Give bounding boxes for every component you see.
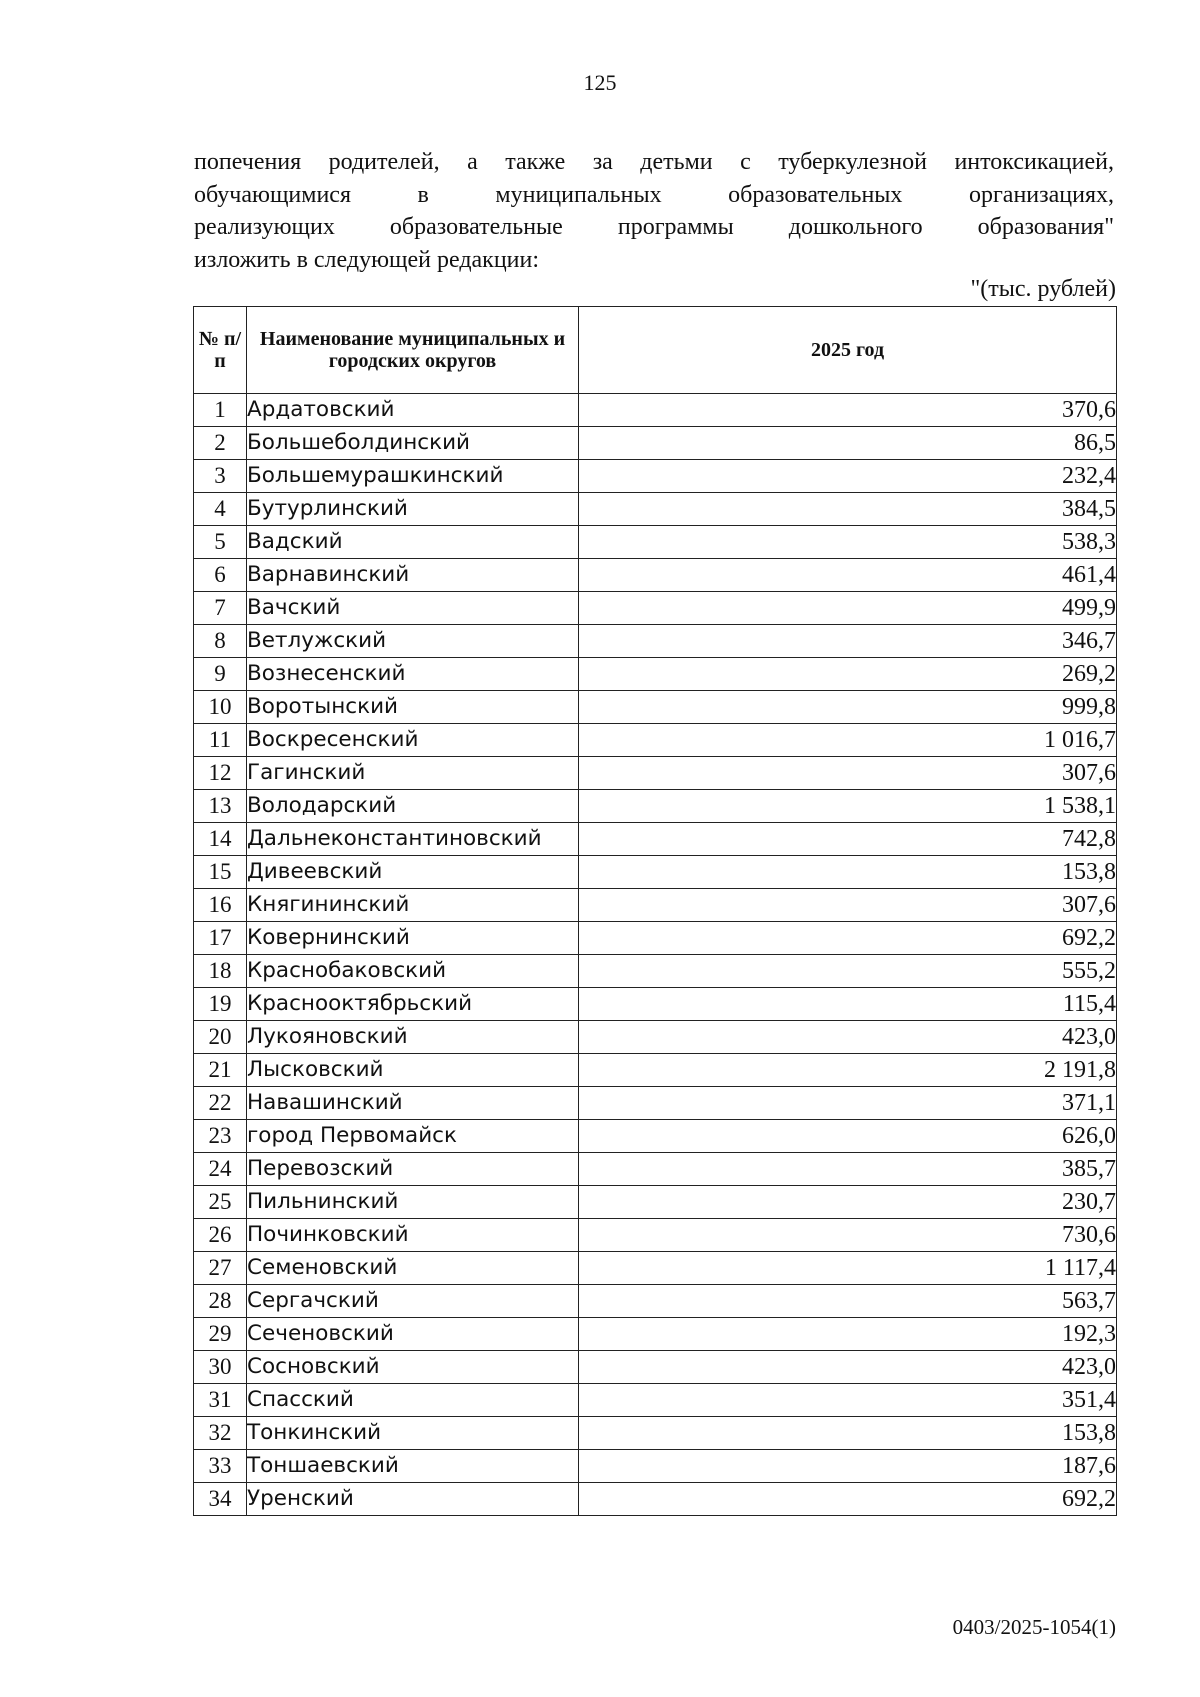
amount-2025: 192,3: [579, 1318, 1117, 1351]
amount-2025: 346,7: [579, 625, 1117, 658]
intro-line-2: обучающимися в муниципальных образовательных организациях,: [194, 181, 1114, 208]
row-number: 15: [194, 856, 247, 889]
municipality-name: Гагинский: [247, 757, 579, 790]
municipality-name: Вачский: [247, 592, 579, 625]
table-row: [194, 592, 1117, 625]
row-number: 31: [194, 1384, 247, 1417]
municipality-name: Княгининский: [247, 889, 579, 922]
amount-2025: 187,6: [579, 1450, 1117, 1483]
table-row: [194, 1318, 1117, 1351]
table-row: [194, 1219, 1117, 1252]
municipality-name: Бутурлинский: [247, 493, 579, 526]
municipality-name: Вадский: [247, 526, 579, 559]
table-row: [194, 559, 1117, 592]
row-number: 33: [194, 1450, 247, 1483]
table-row: [194, 1186, 1117, 1219]
amount-2025: 86,5: [579, 427, 1117, 460]
municipality-name: Сосновский: [247, 1351, 579, 1384]
table-row: [194, 823, 1117, 856]
municipality-name: Ветлужский: [247, 625, 579, 658]
amount-2025: 269,2: [579, 658, 1117, 691]
amount-2025: 2 191,8: [579, 1054, 1117, 1087]
municipality-name: Тонкинский: [247, 1417, 579, 1450]
amount-2025: 371,1: [579, 1087, 1117, 1120]
municipality-name: Краснооктябрьский: [247, 988, 579, 1021]
municipality-name: Ардатовский: [247, 394, 579, 427]
row-number: 14: [194, 823, 247, 856]
intro-paragraph: [194, 146, 1114, 276]
row-number: 34: [194, 1483, 247, 1516]
amount-2025: 538,3: [579, 526, 1117, 559]
table-row: [194, 1285, 1117, 1318]
table-row: [194, 493, 1117, 526]
row-number: 16: [194, 889, 247, 922]
row-number: 30: [194, 1351, 247, 1384]
table-row: [194, 724, 1117, 757]
table-row: [194, 394, 1117, 427]
amount-2025: 1 117,4: [579, 1252, 1117, 1285]
table-row: [194, 955, 1117, 988]
row-number: 17: [194, 922, 247, 955]
municipality-name: Воротынский: [247, 691, 579, 724]
municipality-name: Варнавинский: [247, 559, 579, 592]
municipality-name: Навашинский: [247, 1087, 579, 1120]
row-number: 9: [194, 658, 247, 691]
table-row: [194, 1120, 1117, 1153]
row-number: 19: [194, 988, 247, 1021]
table-row: [194, 1054, 1117, 1087]
document-code: 0403/2025-1054(1): [952, 1615, 1116, 1639]
row-number: 1: [194, 394, 247, 427]
intro-line-3: реализующих образовательные программы дошкольного образования": [194, 214, 1114, 240]
row-number: 12: [194, 757, 247, 790]
row-number: 11: [194, 724, 247, 757]
amount-2025: 499,9: [579, 592, 1117, 625]
row-number: 18: [194, 955, 247, 988]
amount-2025: 370,6: [579, 394, 1117, 427]
table-row: [194, 757, 1117, 790]
row-number: 4: [194, 493, 247, 526]
table-row: [194, 1384, 1117, 1417]
amount-2025: 153,8: [579, 1417, 1117, 1450]
amount-2025: 563,7: [579, 1285, 1117, 1318]
amount-2025: 351,4: [579, 1384, 1117, 1417]
municipality-name: Тоншаевский: [247, 1450, 579, 1483]
intro-line-4: изложить в следующей редакции:: [194, 246, 540, 273]
row-number: 22: [194, 1087, 247, 1120]
municipality-name: Семеновский: [247, 1252, 579, 1285]
amount-2025: 999,8: [579, 691, 1117, 724]
amount-2025: 307,6: [579, 757, 1117, 790]
table-row: [194, 427, 1117, 460]
row-number: 2: [194, 427, 247, 460]
row-number: 20: [194, 1021, 247, 1054]
table-row: [194, 988, 1117, 1021]
row-number: 25: [194, 1186, 247, 1219]
table-row: [194, 460, 1117, 493]
municipality-name: Володарский: [247, 790, 579, 823]
municipality-name: Пильнинский: [247, 1186, 579, 1219]
amount-2025: 230,7: [579, 1186, 1117, 1219]
row-number: 23: [194, 1120, 247, 1153]
row-number: 10: [194, 691, 247, 724]
table-row: [194, 1252, 1117, 1285]
municipality-name: Уренский: [247, 1483, 579, 1516]
row-number: 6: [194, 559, 247, 592]
table-row: [194, 526, 1117, 559]
table-row: [194, 1153, 1117, 1186]
municipality-name: Сергачский: [247, 1285, 579, 1318]
municipality-name: Дивеевский: [247, 856, 579, 889]
table-row: [194, 1450, 1117, 1483]
row-number: 27: [194, 1252, 247, 1285]
unit-label: "(тыс. рублей): [970, 276, 1116, 302]
table-row: [194, 1483, 1117, 1516]
header-num: № п/п: [194, 307, 247, 394]
amount-2025: 1 538,1: [579, 790, 1117, 823]
table-row: [194, 889, 1117, 922]
row-number: 5: [194, 526, 247, 559]
table-row: [194, 1021, 1117, 1054]
row-number: 3: [194, 460, 247, 493]
municipality-name: Дальнеконстантиновский: [247, 823, 579, 856]
municipality-name: Вознесенский: [247, 658, 579, 691]
amount-2025: 307,6: [579, 889, 1117, 922]
amount-2025: 385,7: [579, 1153, 1117, 1186]
page-number: 125: [583, 70, 617, 95]
table-row: [194, 1417, 1117, 1450]
row-number: 32: [194, 1417, 247, 1450]
row-number: 21: [194, 1054, 247, 1087]
table-row: [194, 625, 1117, 658]
row-number: 8: [194, 625, 247, 658]
municipality-name: Лукояновский: [247, 1021, 579, 1054]
table-body: [194, 394, 1117, 1516]
amount-2025: 730,6: [579, 1219, 1117, 1252]
row-number: 28: [194, 1285, 247, 1318]
table-row: [194, 658, 1117, 691]
amount-2025: 692,2: [579, 1483, 1117, 1516]
amount-2025: 384,5: [579, 493, 1117, 526]
amount-2025: 626,0: [579, 1120, 1117, 1153]
municipality-name: Сеченовский: [247, 1318, 579, 1351]
row-number: 26: [194, 1219, 247, 1252]
amount-2025: 555,2: [579, 955, 1117, 988]
header-name: Наименование муниципальных и городских округов: [247, 307, 579, 394]
amount-2025: 692,2: [579, 922, 1117, 955]
amount-2025: 1 016,7: [579, 724, 1117, 757]
row-number: 13: [194, 790, 247, 823]
municipality-name: город Первомайск: [247, 1120, 579, 1153]
municipality-name: Лысковский: [247, 1054, 579, 1087]
municipality-name: Перевозский: [247, 1153, 579, 1186]
amount-2025: 232,4: [579, 460, 1117, 493]
intro-line-1: попечения родителей, а также за детьми с туберкулезной интоксикацией,: [194, 149, 1114, 175]
municipality-name: Починковский: [247, 1219, 579, 1252]
allocation-table: [193, 306, 1117, 1516]
amount-2025: 153,8: [579, 856, 1117, 889]
amount-2025: 742,8: [579, 823, 1117, 856]
table-row: [194, 1087, 1117, 1120]
municipality-name: Воскресенский: [247, 724, 579, 757]
amount-2025: 461,4: [579, 559, 1117, 592]
amount-2025: 423,0: [579, 1351, 1117, 1384]
row-number: 24: [194, 1153, 247, 1186]
table-row: [194, 790, 1117, 823]
table-header-row: [194, 307, 1117, 394]
amount-2025: 423,0: [579, 1021, 1117, 1054]
table-row: [194, 856, 1117, 889]
municipality-name: Ковернинский: [247, 922, 579, 955]
municipality-name: Большемурашкинский: [247, 460, 579, 493]
header-year: 2025 год: [579, 307, 1117, 394]
row-number: 29: [194, 1318, 247, 1351]
row-number: 7: [194, 592, 247, 625]
amount-2025: 115,4: [579, 988, 1117, 1021]
table-row: [194, 1351, 1117, 1384]
table-row: [194, 691, 1117, 724]
municipality-name: Спасский: [247, 1384, 579, 1417]
table-row: [194, 922, 1117, 955]
municipality-name: Краснобаковский: [247, 955, 579, 988]
municipality-name: Большеболдинский: [247, 427, 579, 460]
